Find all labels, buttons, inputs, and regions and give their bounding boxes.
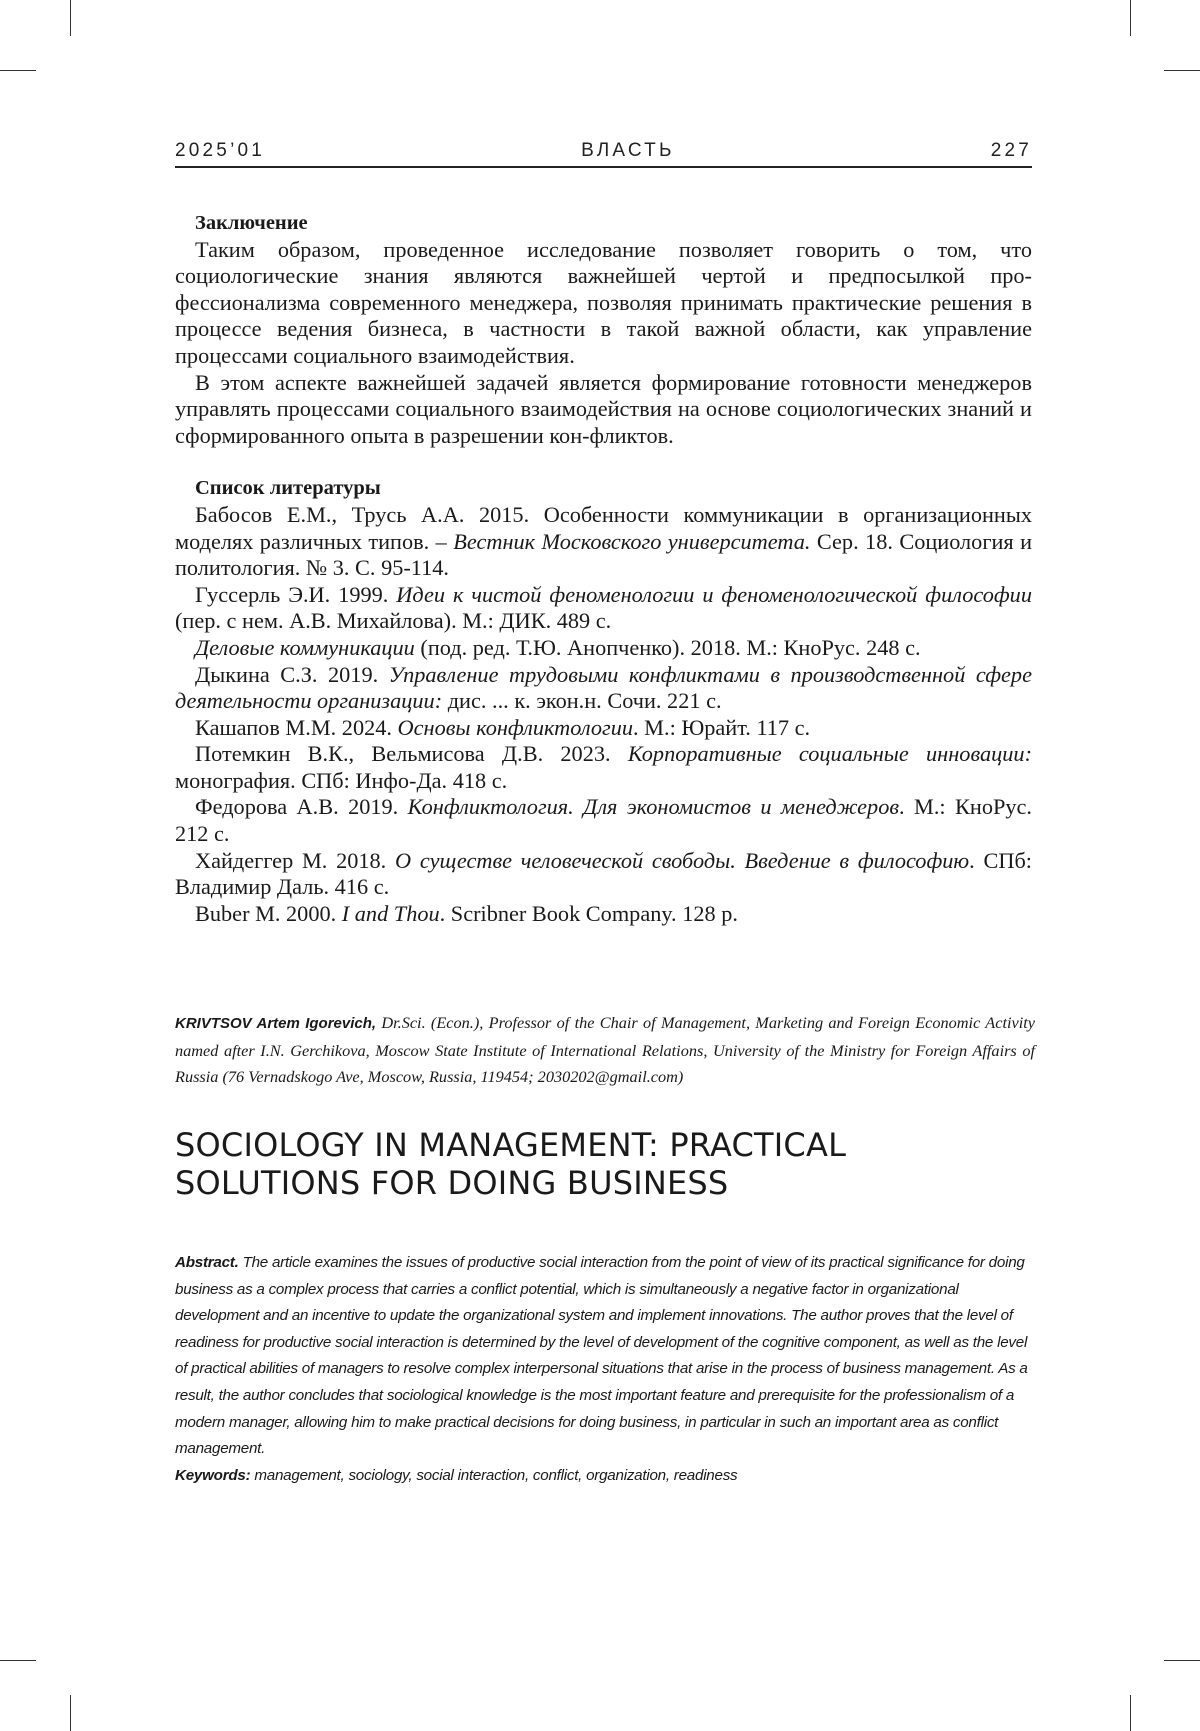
conclusion-heading: Заключение xyxy=(195,212,308,234)
header-rule xyxy=(175,166,1032,168)
abstract-text: The article examines the issues of productive social interaction from the point of view of its practical significance for doing business as a complex process that carries a conflict potential, which is simultaneously a negative factor in organizational development and an incentive to update the organizational system and implement innovations. The author proves that the level of readiness for productive social interaction is determined by the level of development of the cognitive component, as well as the level of practical abilities of managers to resolve complex interpersonal situations that arise in the process of business management. As a result, the author concludes that sociological knowledge is the most important feature and prerequisite for the professionalism of a modern manager, allowing him to make practical decisions for doing business, in particular in such an important area as conflict management. xyxy=(175,1254,1028,1458)
author-info xyxy=(175,1010,1035,1091)
author-details: Dr.Sci. (Econ.), Professor of the Chair of Management, Marketing and Foreign Economic Activity named after I.N. Gerchikova, Moscow State Institute of International Relations, University of the Ministry for Foreign Affairs of Russia (76 Vernadskogo Ave, Moscow, Russia, 119454; 2030202@gmail.com) xyxy=(175,1013,1035,1086)
conclusion-paragraph: В этом аспекте важнейшей задачей является формирование готовности менеджеров управлять процессами социального взаимодействия на основе социологических знаний и сформированного опыта в разрешении кон-фликтов. xyxy=(175,369,1032,448)
crop-mark xyxy=(1130,0,1131,36)
keywords-paragraph xyxy=(175,1463,1035,1490)
page-number: 227 xyxy=(990,140,1032,161)
crop-mark xyxy=(0,70,36,71)
reference-item: Потемкин В.К., Вельмисова Д.В. 2023. Корпоративные социальные инновации: монография. СПб: Инфо-Да. 418 с. xyxy=(175,741,1033,793)
crop-mark xyxy=(70,0,71,36)
running-head xyxy=(175,140,1032,162)
keywords-text: management, sociology, social interaction, conflict, organization, readiness xyxy=(250,1466,738,1484)
crop-mark xyxy=(70,1695,71,1731)
abstract-label: Abstract. xyxy=(175,1254,239,1271)
journal-name: ВЛАСТЬ xyxy=(581,140,675,161)
english-abstract xyxy=(175,1250,1035,1489)
crop-mark xyxy=(1130,1695,1131,1731)
keywords-label: Keywords: xyxy=(175,1466,251,1484)
conclusion-section xyxy=(175,210,1032,449)
reference-item: Деловые коммуникации (под. ред. Т.Ю. Анопченко). 2018. М.: КноРус. 248 с. xyxy=(195,634,921,660)
issue-number: 2025’01 xyxy=(175,140,266,161)
references-section xyxy=(175,475,1032,927)
english-article-title: SOCIOLOGY IN MANAGEMENT: PRACTICAL SOLUTIONS FOR DOING BUSINESS xyxy=(175,1126,847,1202)
conclusion-paragraph: Таким образом, проведенное исследование позволяет говорить о том, что социологические знания являются важнейшей чертой и предпосылкой про-фессионализма современного менеджера, позволяя принимать практические решения в процессе ведения бизнеса, в частности в такой важной области, как управление процессами социального взаимодействия. xyxy=(175,236,1032,368)
reference-item: Гуссерль Э.И. 1999. Идеи к чистой феноменологии и феноменологической философии (пер. с нем. А.В. Михайлова). М.: ДИК. 489 с. xyxy=(175,581,1032,634)
crop-mark xyxy=(1164,70,1200,71)
crop-mark xyxy=(0,1660,36,1661)
reference-item: Хайдеггер М. 2018. О существе человеческой свободы. Введение в философию. СПб: Владимир Даль. 416 с. xyxy=(175,847,1032,900)
author-name: KRIVTSOV Artem Igorevich, xyxy=(175,1015,377,1032)
article-body xyxy=(175,210,1032,927)
reference-item: Кашапов М.М. 2024. Основы конфликтологии. М.: Юрайт. 117 с. xyxy=(195,714,811,740)
reference-item: Buber M. 2000. I and Thou. Scribner Book Company. 128 p. xyxy=(195,900,738,926)
reference-item: Федорова А.В. 2019. Конфликтология. Для экономистов и менеджеров. М.: КноРус. 212 с. xyxy=(175,794,1032,847)
reference-item: Бабосов Е.М., Трусь А.А. 2015. Особенности коммуникации в организационных моделях различных типов. – Вестник Московского университета. Сер. 18. Социология и политология. № 3. С. 95-114. xyxy=(175,501,1033,581)
reference-item: Дыкина С.З. 2019. Управление трудовыми конфликтами в производственной сфере деятельности организации: дис. ... к. экон.н. Сочи. 221 с. xyxy=(175,661,1032,714)
crop-mark xyxy=(1164,1660,1200,1661)
abstract-paragraph xyxy=(175,1250,1035,1463)
references-heading: Список литературы xyxy=(195,477,381,500)
